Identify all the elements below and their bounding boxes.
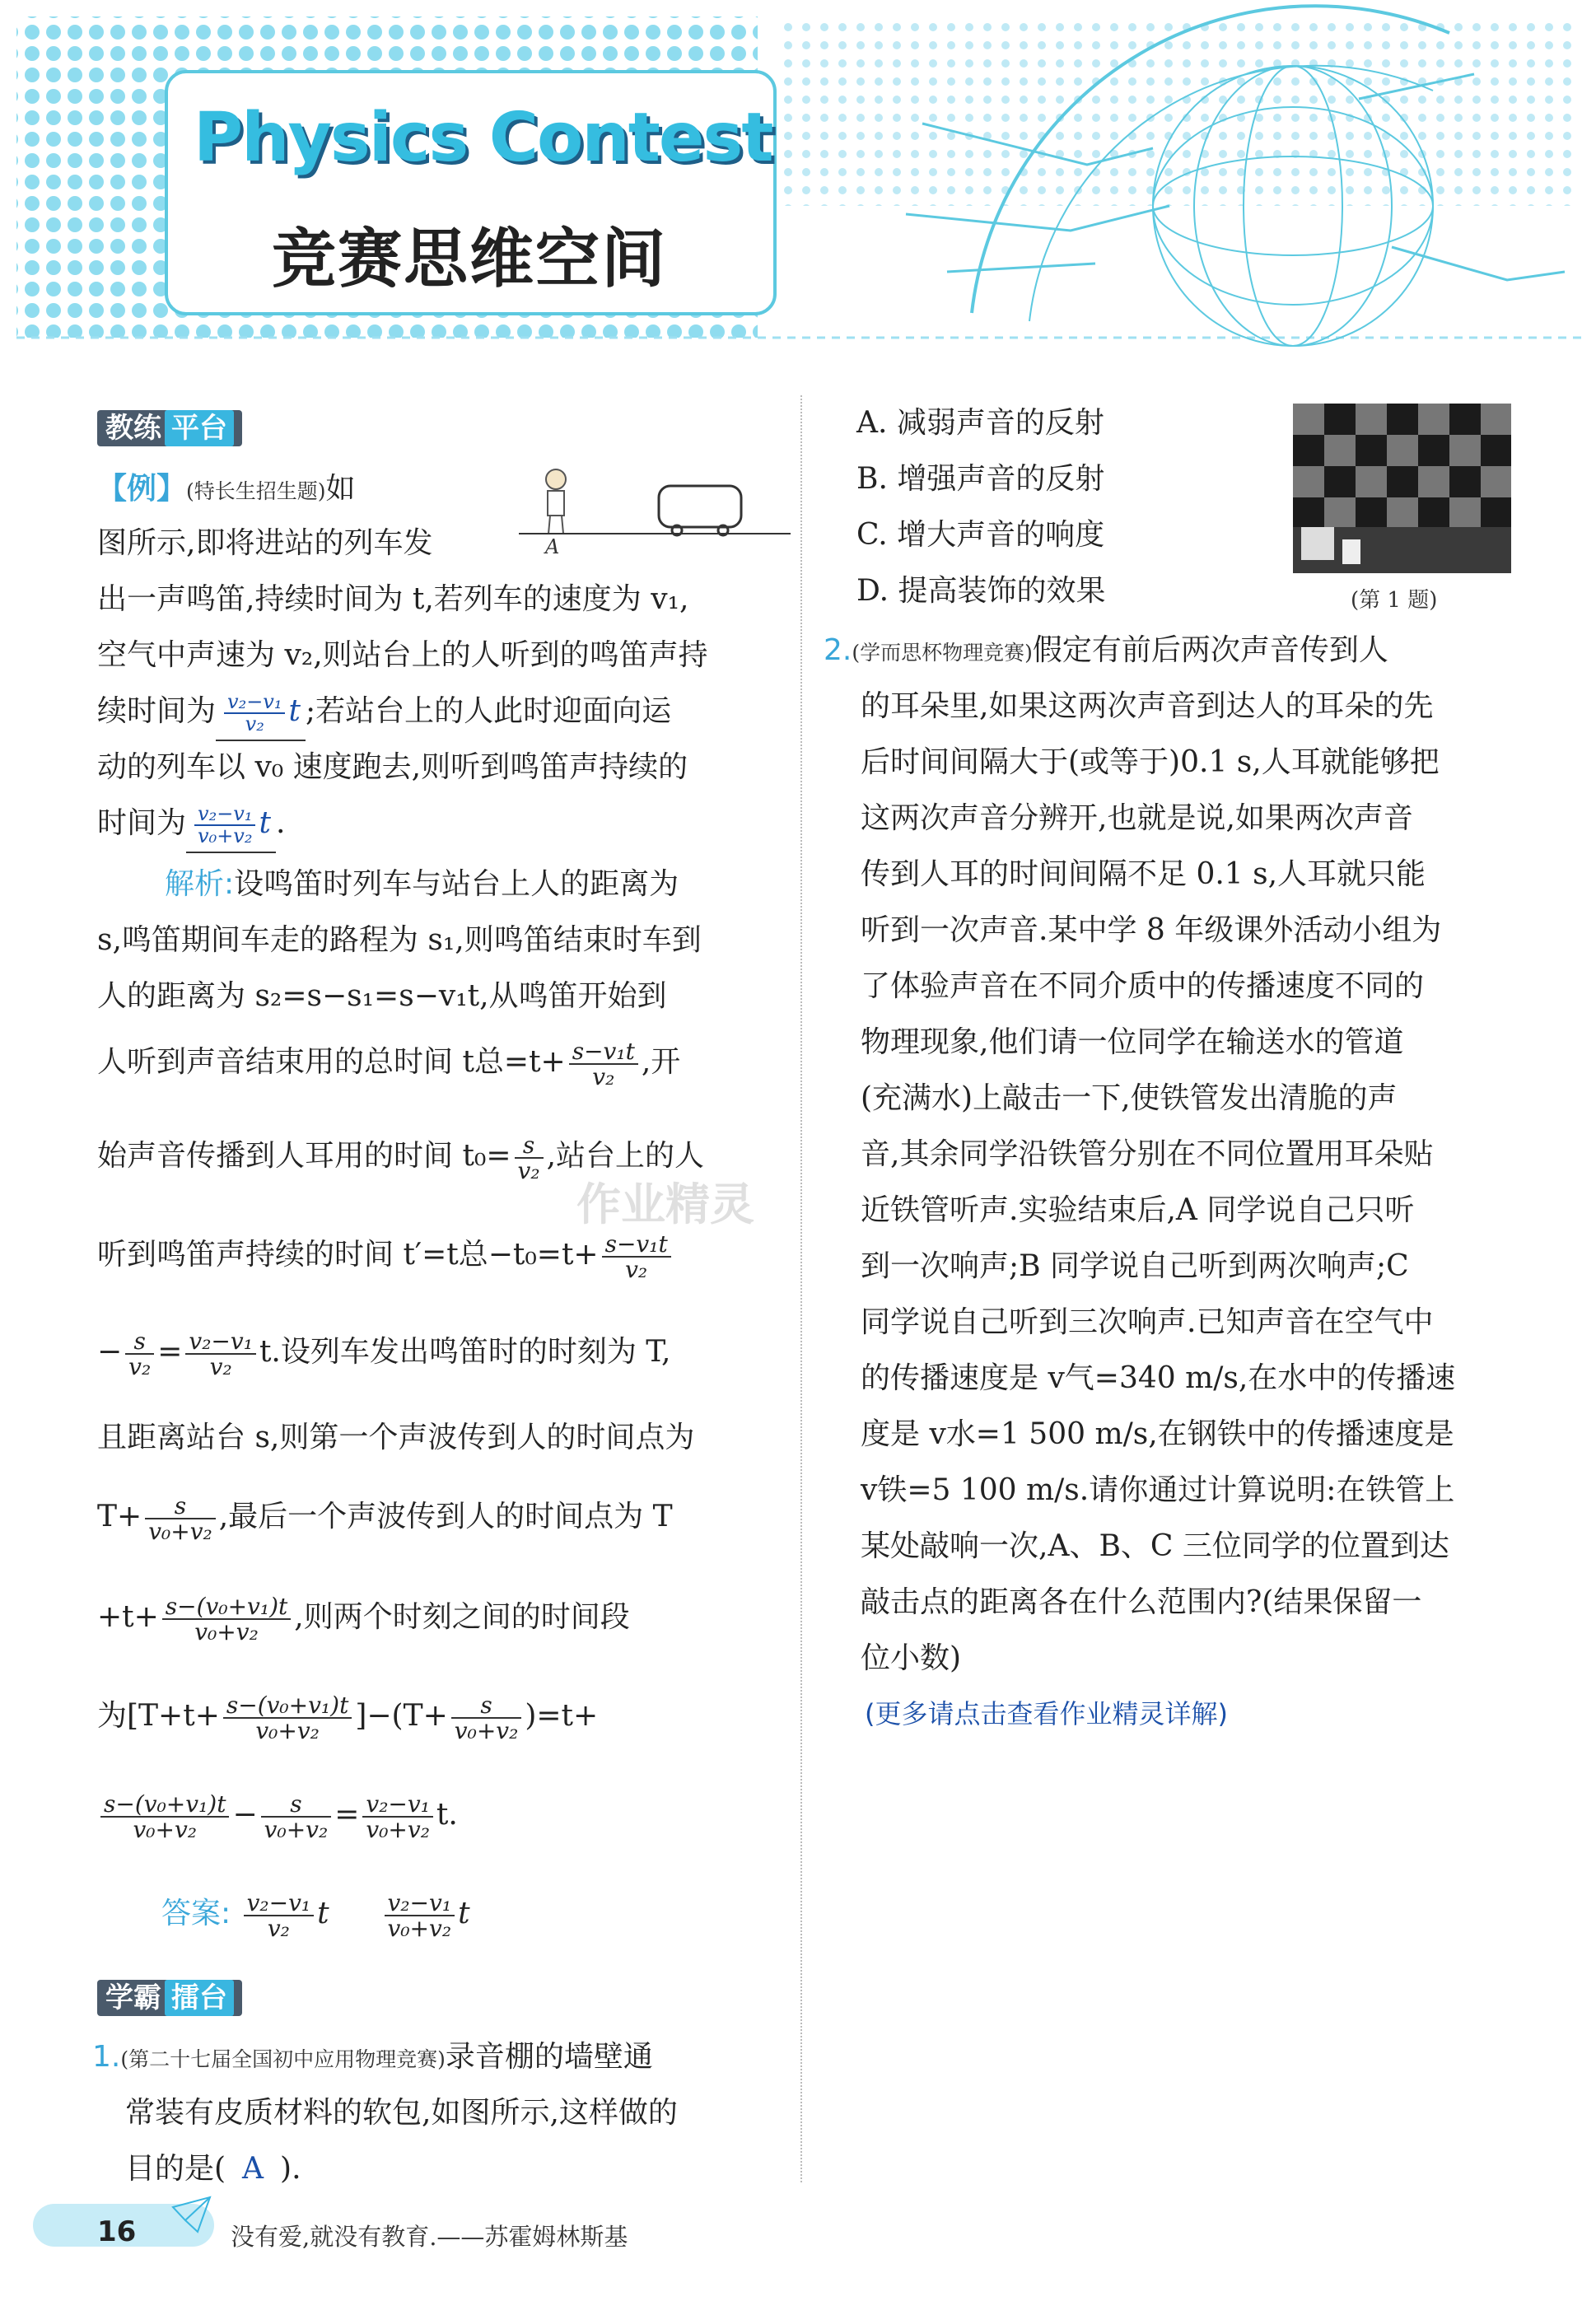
- panel: [1449, 435, 1481, 466]
- panel: [1356, 435, 1387, 466]
- footer-quote: 没有爱,就没有教育.——苏霍姆林斯基: [231, 2223, 628, 2251]
- panel: [1324, 497, 1356, 529]
- panel: [1418, 497, 1449, 529]
- analysis-line-4: 人听到声音结束用的总时间 t总=t+ $\frac{\text{s−v₁t}}{\text{v₂}}$ ,开: [97, 1037, 681, 1090]
- panel: [1293, 435, 1324, 466]
- analysis-line-2: s,鸣笛期间车走的路程为 s₁,则鸣笛结束时车到: [97, 923, 702, 957]
- question-1-line-2: 常装有皮质材料的软包,如图所示,这样做的: [125, 2096, 678, 2130]
- analysis-line-12: $\frac{\text{s−(v₀+v₁)t}}{\text{v₀+v₂}}$ − $\frac{s}{\text{v₀+v₂}}$ = $\frac{\text{v₂−v₁}}{\text{v₀+v₂}}$ t.: [97, 1787, 458, 1843]
- example-line-5: 续时间为 $\frac{\text{v₂−v₁}}{\text{v₂}}$ t ;若站台上的人此时迎面向运: [97, 684, 671, 741]
- more-details-link[interactable]: (更多请点击查看作业精灵详解): [865, 1698, 1228, 1729]
- panel: [1481, 435, 1511, 466]
- analysis-line-9: T+ $\frac{s}{\text{v₀+v₂}}$ ,最后一个声波传到人的时间点为 T: [97, 1491, 673, 1545]
- question-2-line-1: 2.(学而思杯物理竞赛)假定有前后两次声音传到人: [824, 633, 1388, 667]
- checker-panels: [1293, 404, 1511, 529]
- question-2-line: 音,其余同学沿铁管分别在不同位置用耳朵贴: [861, 1137, 1434, 1171]
- panel: [1418, 435, 1449, 466]
- panel: [1324, 404, 1356, 435]
- question-2-line: 度是 v水=1 500 m/s,在钢铁中的传播速度是: [861, 1417, 1454, 1451]
- figure-1-caption: (第 1 题): [1351, 588, 1438, 613]
- example-line-6: 动的列车以 v₀ 速度跑去,则听到鸣笛声持续的: [97, 750, 688, 784]
- question-1-line-3: 目的是( A ).: [125, 2152, 301, 2186]
- example-line-4: 空气中声速为 v₂,则站台上的人听到的鸣笛声持: [97, 638, 708, 672]
- panel: [1449, 497, 1481, 529]
- question-2-line: 了体验声音在不同介质中的传播速度不同的: [861, 969, 1425, 1003]
- panel: [1293, 404, 1324, 435]
- question-2-body: [861, 679, 1455, 1687]
- panel: [1481, 466, 1511, 497]
- analysis-line-11: 为[T+t+ $\frac{\text{s−(v₀+v₁)t}}{\text{v₀+v₂}}$ ]−(T+ $\frac{s}{\text{v₀+v₂}}$ )=t+: [97, 1691, 599, 1744]
- question-2-source: (学而思杯物理竞赛): [852, 641, 1033, 665]
- studio-wall-photo: [1293, 404, 1511, 573]
- train-figure: [519, 461, 791, 560]
- panel: [1356, 466, 1387, 497]
- panel: [1293, 497, 1324, 529]
- analysis-line-5: 始声音传播到人耳用的时间 t₀= $\frac{s}{\text{v₂}}$ ,站台上的人: [97, 1131, 705, 1184]
- analysis-line-6: 听到鸣笛声持续的时间 t′=t总−t₀=t+ $\frac{\text{s−v₁t}}{\text{v₂}}$: [97, 1227, 674, 1283]
- question-2-line: 传到人耳的时间间隔不足 0.1 s,人耳就只能: [861, 857, 1426, 891]
- train-icon: [659, 486, 741, 535]
- header-title-cn: 竞赛思维空间: [272, 222, 668, 296]
- example-label: 【例】: [97, 472, 187, 506]
- tag-label: 学霸 擂台: [97, 1980, 242, 2016]
- page-header: [0, 0, 1596, 354]
- panel: [1324, 466, 1356, 497]
- example-line-7: 时间为 $\frac{\text{v₂−v₁}}{\text{v₀+v₂}}$ t .: [97, 796, 285, 853]
- example-line-2: 图所示,即将进站的列车发: [97, 526, 433, 560]
- question-2-line: (充满水)上敲击一下,使铁管发出清脆的声: [861, 1081, 1398, 1115]
- panel: [1356, 497, 1387, 529]
- question-2-line: 的传播速度是 v气=340 m/s,在水中的传播速: [861, 1361, 1456, 1395]
- question-2-line: 某处敲响一次,A、B、C 三位同学的位置到达: [861, 1529, 1449, 1563]
- example-line-3: 出一声鸣笛,持续时间为 t,若列车的速度为 v₁,: [97, 582, 689, 616]
- analysis-line-1: 解析:设鸣笛时列车与站台上人的距离为: [165, 867, 679, 901]
- question-2-line: 物理现象,他们请一位同学在输送水的管道: [861, 1025, 1404, 1059]
- question-2-line: 听到一次声音.某中学 8 年级课外活动小组为: [861, 913, 1442, 947]
- panel: [1356, 404, 1387, 435]
- option-c: C. 增大声音的响度: [856, 518, 1105, 552]
- header-title-en: Physics Contest: [194, 99, 772, 177]
- panel: [1387, 497, 1418, 529]
- section-tag-coach: [97, 405, 242, 446]
- question-2-line: 同学说自己听到三次响声.已知声音在空气中: [861, 1305, 1434, 1339]
- tag-label: 教练 平台: [97, 410, 242, 446]
- question-2-line: 后时间间隔大于(或等于)0.1 s,人耳就能够把: [861, 745, 1440, 779]
- question-2-line: 敲击点的距离各在什么范围内?(结果保留一: [861, 1585, 1422, 1619]
- question-2-line: 近铁管听声.实验结束后,A 同学说自己只听: [861, 1193, 1415, 1227]
- panel: [1449, 466, 1481, 497]
- option-a: A. 减弱声音的反射: [856, 406, 1104, 440]
- question-2-line: 位小数): [861, 1641, 962, 1675]
- question-1-answer: A: [242, 2152, 264, 2186]
- answer-label: 答案:: [161, 1897, 231, 1930]
- answer-blank-2: $\frac{\text{v₂−v₁}}{\text{v₀+v₂}}$ t: [186, 796, 276, 853]
- example-line-1: 【例】(特长生招生题)如: [97, 472, 356, 506]
- panel: [1387, 404, 1418, 435]
- panel: [1387, 435, 1418, 466]
- answer-blank-1: $\frac{\text{v₂−v₁}}{\text{v₂}}$ t: [216, 684, 306, 741]
- figure-point-label: A: [545, 535, 560, 558]
- analysis-line-8: 且距离站台 s,则第一个声波传到人的时间点为: [97, 1421, 695, 1454]
- example-source: (特长生招生题): [186, 479, 326, 503]
- section-tag-champion: [97, 1975, 242, 2015]
- panel: [1324, 435, 1356, 466]
- panel: [1418, 404, 1449, 435]
- question-2-line: v铁=5 100 m/s.请你通过计算说明:在铁管上: [861, 1473, 1455, 1507]
- panel: [1387, 466, 1418, 497]
- question-2-number: 2.: [824, 633, 852, 667]
- analysis-line-7: − $\frac{s}{\text{v₂}}$ = $\frac{\text{v₂−v₁}}{\text{v₂}}$ t.设列车发出鸣笛时的时刻为 T,: [97, 1327, 671, 1380]
- question-1-source: (第二十七届全国初中应用物理竞赛): [120, 2047, 446, 2071]
- panel: [1449, 404, 1481, 435]
- panel: [1418, 466, 1449, 497]
- analysis-line-3: 人的距离为 s₂=s−s₁=s−v₁t,从鸣笛开始到: [97, 979, 667, 1013]
- answer-line: 答案: $\frac{\text{v₂−v₁}}{\text{v₂}}$ t $\frac{\text{v₂−v₁}}{\text{v₀+v₂}}$ t: [161, 1888, 470, 1942]
- question-2-line: 的耳朵里,如果这两次声音到达人的耳朵的先: [861, 689, 1434, 723]
- page-number: 16: [97, 2215, 137, 2248]
- person-icon: [546, 469, 566, 534]
- option-b: B. 增强声音的反射: [856, 462, 1105, 496]
- option-d: D. 提高装饰的效果: [856, 574, 1106, 608]
- column-divider: [800, 395, 802, 2182]
- panel: [1481, 404, 1511, 435]
- watermark: 作业精灵: [576, 1179, 754, 1230]
- question-2-line: 到一次响声;B 同学说自己听到两次响声;C: [861, 1249, 1409, 1283]
- analysis-label: 解析:: [165, 867, 235, 901]
- panel: [1481, 497, 1511, 529]
- question-2-line: 这两次声音分辨开,也就是说,如果两次声音: [861, 801, 1413, 835]
- question-1-number: 1.: [92, 2040, 121, 2074]
- analysis-line-10: +t+ $\frac{\text{s−(v₀+v₁)t}}{\text{v₀+v₂}}$ ,则两个时刻之间的时间段: [97, 1592, 630, 1645]
- panel: [1293, 466, 1324, 497]
- question-1-line-1: 1.(第二十七届全国初中应用物理竞赛)录音棚的墙壁通: [92, 2040, 653, 2074]
